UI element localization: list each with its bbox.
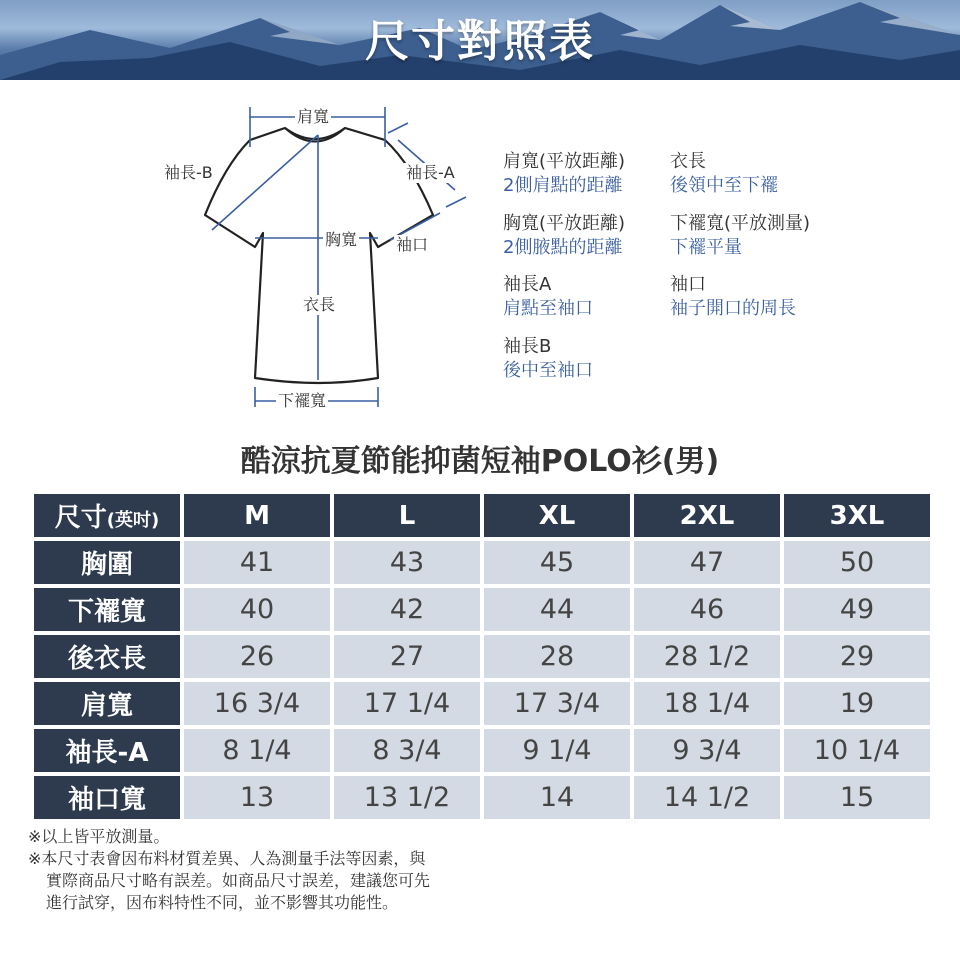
size-header: 2XL [634, 494, 780, 537]
legend-term: 袖口 [670, 274, 706, 295]
size-header: 3XL [784, 494, 930, 537]
table-cell: 14 [484, 776, 630, 819]
table-cell: 46 [634, 588, 780, 631]
table-row [34, 776, 930, 819]
legend-desc: 肩點至袖口 [503, 298, 593, 319]
legend-term: 袖長A [503, 274, 552, 295]
header-banner [0, 0, 960, 80]
corner-label: 尺寸 [54, 503, 107, 533]
legend-desc: 2側腋點的距離 [503, 237, 623, 258]
legend-desc: 後中至袖口 [503, 360, 593, 381]
legend-term: 肩寬(平放距離) [503, 151, 626, 172]
shirt-diagram [150, 95, 480, 425]
note-line: 實際商品尺寸略有誤差。如商品尺寸誤差，建議您可先 [46, 871, 431, 890]
table-header-row [34, 494, 930, 537]
table-cell: 28 [484, 635, 630, 678]
size-header: M [184, 494, 330, 537]
note-line: ※本尺寸表會因布料材質差異、人為測量手法等因素，與 [28, 849, 426, 868]
row-label: 胸圍 [34, 541, 180, 584]
legend-desc: 2側肩點的距離 [503, 175, 623, 196]
table-row [34, 541, 930, 584]
table-row [34, 682, 930, 725]
table-cell: 27 [334, 635, 480, 678]
table-cell: 10 1/4 [784, 729, 930, 772]
legend-item [503, 273, 673, 321]
table-row [34, 729, 930, 772]
table-cell: 15 [784, 776, 930, 819]
legend-item [503, 335, 673, 383]
table-cell: 28 1/2 [634, 635, 780, 678]
table-cell: 13 1/2 [334, 776, 480, 819]
table-cell: 18 1/4 [634, 682, 780, 725]
row-label: 袖口寬 [34, 776, 180, 819]
row-label: 後衣長 [34, 635, 180, 678]
label-shoulder: 肩寬 [297, 107, 330, 126]
table-cell: 29 [784, 635, 930, 678]
table-cell: 26 [184, 635, 330, 678]
legend-item [503, 150, 673, 198]
legend-term: 胸寬(平放距離) [503, 213, 626, 234]
table-cell: 17 1/4 [334, 682, 480, 725]
legend-desc: 後領中至下襬 [670, 175, 778, 196]
legend-item [670, 273, 840, 321]
table-corner-header [34, 494, 180, 537]
legend-desc: 袖子開口的周長 [670, 298, 796, 319]
legend-desc: 下襬平量 [670, 237, 742, 258]
size-header: L [334, 494, 480, 537]
table-row [34, 588, 930, 631]
corner-unit: (英吋) [106, 510, 160, 531]
table-cell: 9 3/4 [634, 729, 780, 772]
label-cuff: 袖口 [396, 235, 429, 254]
table-cell: 17 3/4 [484, 682, 630, 725]
row-label: 下襬寬 [34, 588, 180, 631]
table-cell: 13 [184, 776, 330, 819]
table-cell: 16 3/4 [184, 682, 330, 725]
legend-item [503, 212, 673, 260]
size-table [30, 490, 934, 823]
label-sleeve-b: 袖長-B [164, 163, 213, 182]
table-cell: 50 [784, 541, 930, 584]
table-cell: 43 [334, 541, 480, 584]
note-line: 進行試穿，因布料特性不同，並不影響其功能性。 [46, 893, 399, 912]
label-sleeve-a: 袖長-A [406, 163, 455, 182]
table-cell: 47 [634, 541, 780, 584]
row-label: 肩寬 [34, 682, 180, 725]
table-cell: 42 [334, 588, 480, 631]
row-label: 袖長-A [34, 729, 180, 772]
table-cell: 14 1/2 [634, 776, 780, 819]
legend-term: 下襬寬(平放測量) [670, 213, 811, 234]
label-length: 衣長 [303, 295, 336, 314]
notes [28, 826, 488, 914]
legend-item [670, 212, 840, 260]
table-cell: 45 [484, 541, 630, 584]
label-hem: 下襬寬 [278, 391, 327, 410]
shirt-outline-icon [150, 95, 480, 425]
table-cell: 9 1/4 [484, 729, 630, 772]
legend-item [670, 150, 840, 198]
table-cell: 44 [484, 588, 630, 631]
table-row [34, 635, 930, 678]
note-line: ※以上皆平放測量。 [28, 827, 170, 846]
table-cell: 19 [784, 682, 930, 725]
table-cell: 49 [784, 588, 930, 631]
table-cell: 41 [184, 541, 330, 584]
table-cell: 40 [184, 588, 330, 631]
table-cell: 8 3/4 [334, 729, 480, 772]
legend-term: 袖長B [503, 336, 552, 357]
legend-term: 衣長 [670, 151, 706, 172]
size-header: XL [484, 494, 630, 537]
label-chest: 胸寬 [325, 230, 358, 249]
table-cell: 8 1/4 [184, 729, 330, 772]
banner-title: 尺寸對照表 [365, 16, 595, 67]
product-title: 酷涼抗夏節能抑菌短袖POLO衫(男) [240, 444, 720, 479]
